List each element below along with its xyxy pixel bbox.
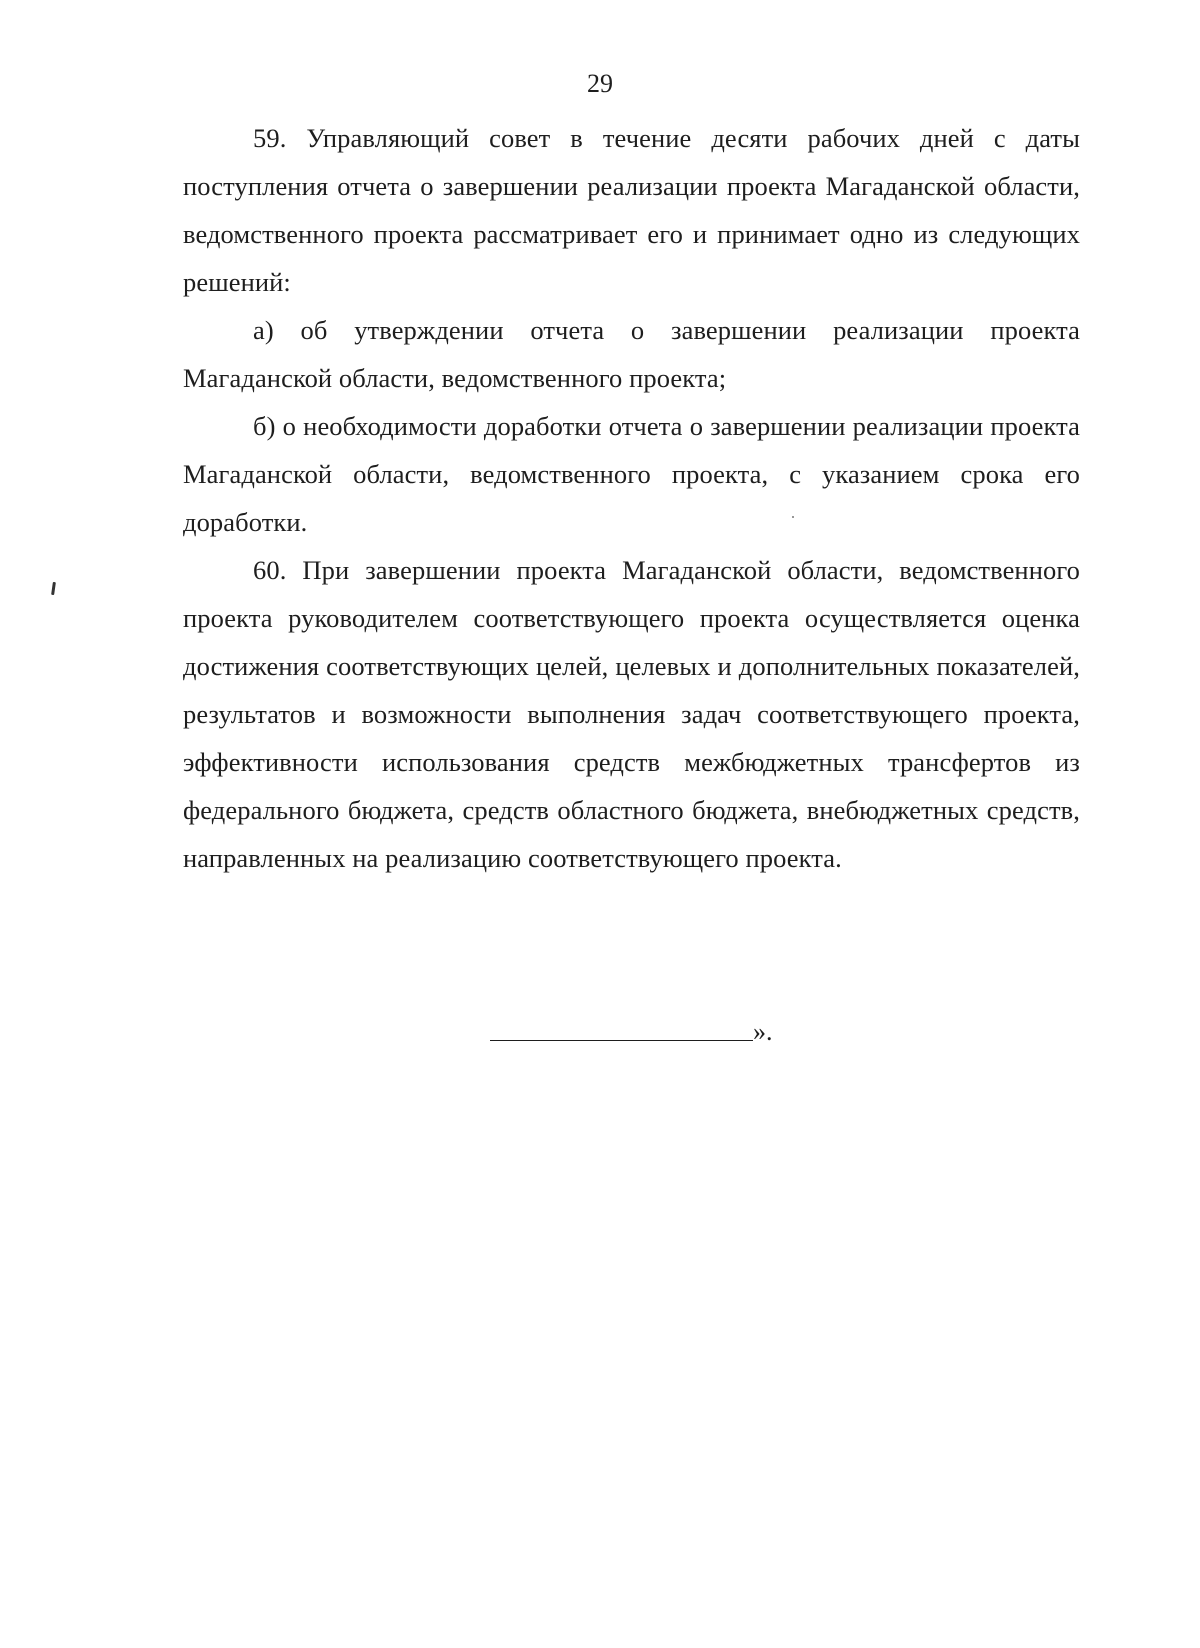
paragraph-59: 59. Управляющий совет в течение десяти рабочих дней с даты поступления отчета о завершении реализации проекта Магаданской области, ведомственного проекта рассматривает его и принимает одно из следующих решений:	[183, 123, 1080, 297]
closing-line	[490, 1014, 773, 1050]
paragraph-59-item-b: б) о необходимости доработки отчета о завершении реализации проекта Магаданской области, ведомственного проекта, с указанием срока его доработки.	[183, 411, 1080, 537]
closing-quote-mark: ».	[753, 1017, 773, 1046]
paragraph-59-item-a: а) об утверждении отчета о завершении реализации проекта Магаданской области, ведомственного проекта;	[183, 315, 1080, 393]
paragraph-60: 60. При завершении проекта Магаданской области, ведомственного проекта руководителем соответствующего проекта осуществляется оценка достижения соответствующих целей, целевых и дополнительных показателей, результатов и возможности выполнения задач соответствующего проекта, эффективности использования средств межбюджетных трансфертов из федерального бюджета, средств областного бюджета, внебюджетных средств, направленных на реализацию соответствующего проекта.	[183, 555, 1080, 873]
scan-artifact-dot	[792, 516, 794, 518]
page-number: 29	[587, 69, 613, 98]
scan-artifact-mark	[51, 582, 56, 595]
closing-rule	[490, 1040, 753, 1041]
document-body	[183, 114, 1080, 882]
